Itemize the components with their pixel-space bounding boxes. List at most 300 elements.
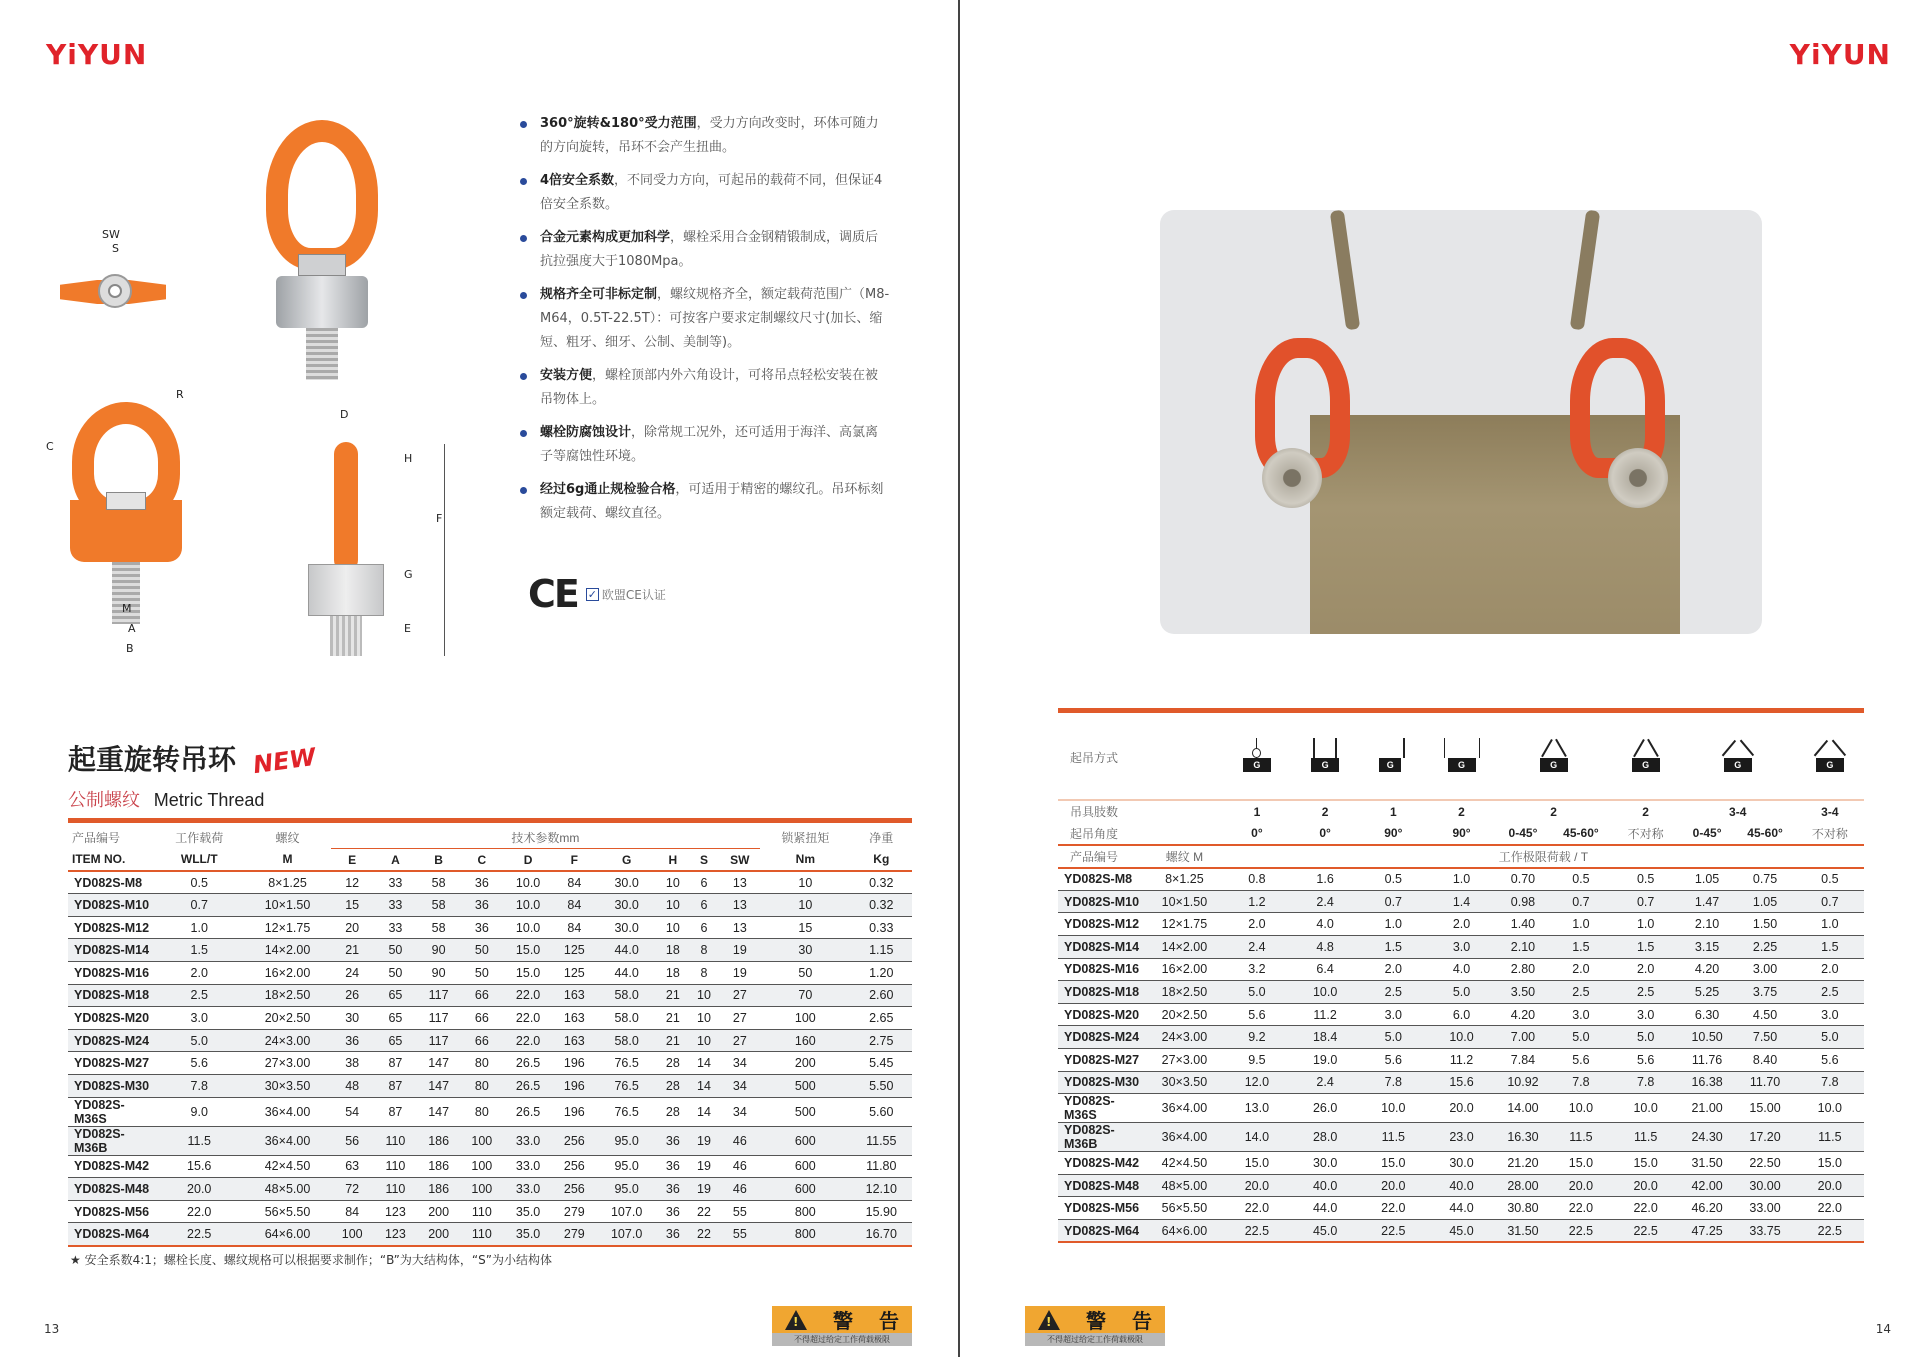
- table-cell: 1.05: [1752, 894, 1778, 909]
- table-cell: 117: [428, 1033, 449, 1048]
- table-cell: 1.0: [1821, 917, 1839, 932]
- table-cell: 14: [697, 1056, 711, 1071]
- table-cell: 42×4.50: [1161, 1156, 1208, 1171]
- table-cell: 26.5: [515, 1078, 541, 1093]
- table-cell: 1.0: [1572, 917, 1590, 932]
- table-cell: 42×4.50: [264, 1159, 311, 1174]
- table-cell: 3.0: [1821, 1007, 1839, 1022]
- table-cell: 22.0: [515, 1033, 541, 1048]
- table-cell: 34: [732, 1104, 747, 1119]
- table-cell: 3.0: [1384, 1007, 1403, 1022]
- table-cell: 8: [700, 943, 708, 958]
- table-cell: 2.60: [869, 988, 894, 1003]
- table-cell: 21: [665, 1033, 680, 1048]
- table-cell: 160: [794, 1033, 816, 1048]
- table-cell: 6.0: [1452, 1007, 1471, 1022]
- lift-icon-four-leg-asym: G: [1796, 716, 1864, 800]
- table-cell: 147: [428, 1078, 450, 1093]
- table-cell: 36×4.00: [1161, 1130, 1208, 1145]
- table-cell: 28.0: [1312, 1130, 1338, 1145]
- table-cell: 12.0: [1244, 1075, 1270, 1090]
- table-cell: 20×2.50: [1161, 1007, 1208, 1022]
- table-cell: 256: [563, 1182, 585, 1197]
- table-row: [1058, 958, 1864, 981]
- top-view-drawing: [58, 228, 170, 318]
- table-cell: 0.70: [1510, 872, 1536, 887]
- table-cell: 0.5: [1572, 872, 1590, 887]
- table-cell: 110: [471, 1226, 492, 1241]
- table-cell: 0.5: [1821, 872, 1839, 887]
- item-number-cell: YD082S-M42: [74, 1159, 150, 1174]
- table-cell: 100: [794, 1011, 816, 1026]
- table-cell: 100: [471, 1159, 493, 1174]
- table-cell: 58.0: [614, 1011, 639, 1026]
- table-cell: 22.5: [1568, 1223, 1594, 1238]
- table-row: [68, 1075, 912, 1098]
- footnote: ★ 安全系数4:1；螺栓长度、螺纹规格可以根据要求制作；“B”为大结构体，“S”为小结构体: [70, 1253, 552, 1267]
- table-cell: 14.00: [1507, 1101, 1539, 1116]
- table-cell: 50: [388, 965, 403, 980]
- table-cell: 30.0: [1312, 1156, 1338, 1171]
- table-cell: 196: [563, 1104, 585, 1119]
- table-cell: 21.00: [1691, 1101, 1723, 1116]
- item-number-cell: YD082S-M20: [1064, 1007, 1140, 1022]
- table-cell: 11.70: [1749, 1075, 1781, 1090]
- table-cell: 22.0: [1244, 1201, 1270, 1216]
- table-row: [1058, 1026, 1864, 1049]
- table-cell: 8×1.25: [1165, 872, 1204, 887]
- table-cell: 50: [388, 943, 403, 958]
- table-cell: 28: [665, 1078, 680, 1093]
- table-cell: 5.25: [1694, 985, 1720, 1000]
- dim-label-s: S: [112, 242, 119, 255]
- table-cell: 117: [428, 988, 449, 1003]
- item-number-cell: YD082S-M48: [74, 1182, 150, 1197]
- lift-icon-two-leg-asym: G: [1612, 716, 1680, 800]
- table-cell: 28.00: [1507, 1178, 1539, 1193]
- table-cell: 110: [471, 1204, 492, 1219]
- table-cell: 600: [794, 1159, 816, 1174]
- table-cell: 22.5: [187, 1226, 212, 1241]
- table-cell: 3.0: [1636, 1007, 1655, 1022]
- table-row: [68, 894, 912, 917]
- table-cell: 256: [563, 1159, 585, 1174]
- table-cell: 46.20: [1691, 1201, 1723, 1216]
- table-cell: 125: [563, 965, 585, 980]
- table-cell: 50: [474, 965, 489, 980]
- table-cell: 5.0: [1452, 985, 1471, 1000]
- table-cell: 123: [384, 1226, 406, 1241]
- table-cell: 84: [567, 898, 582, 913]
- table-cell: 5.60: [869, 1104, 894, 1119]
- table-cell: 45.0: [1449, 1223, 1474, 1238]
- table-cell: 18.4: [1312, 1030, 1338, 1045]
- table-cell: 95.0: [614, 1159, 639, 1174]
- table-cell: 5.0: [1636, 1030, 1655, 1045]
- item-number-cell: YD082S-M64: [1064, 1223, 1140, 1238]
- table-cell: 30.0: [1449, 1156, 1474, 1171]
- table-cell: 5.6: [1821, 1052, 1839, 1067]
- table-cell: 55: [732, 1226, 747, 1241]
- table-cell: 16.70: [865, 1226, 897, 1241]
- table-cell: 1.0: [1452, 872, 1471, 887]
- table-cell: 26.5: [515, 1104, 541, 1119]
- table-cell: 1.5: [1572, 939, 1590, 954]
- table-cell: 279: [563, 1204, 585, 1219]
- table-cell: 30.80: [1507, 1201, 1539, 1216]
- table-cell: 20.0: [1817, 1178, 1842, 1193]
- table-cell: 10: [665, 920, 680, 935]
- item-number-cell: YD082S-M18: [74, 988, 150, 1003]
- dim-label-sw: SW: [102, 228, 120, 241]
- table-cell: 117: [428, 1011, 449, 1026]
- table-cell: 18: [665, 965, 680, 980]
- table-cell: 5.0: [1384, 1030, 1403, 1045]
- table-cell: 2.5: [190, 988, 208, 1003]
- table-cell: 2.0: [1572, 962, 1590, 977]
- item-number-cell: YD082S-M42: [1064, 1156, 1140, 1171]
- table-cell: 2.75: [869, 1033, 894, 1048]
- item-number-cell: YD082S-M30: [74, 1078, 150, 1093]
- table-cell: 66: [474, 1033, 489, 1048]
- table-cell: 56: [345, 1133, 360, 1148]
- table-cell: 26.5: [515, 1056, 541, 1071]
- table-cell: 10: [697, 988, 711, 1003]
- table-row: [1058, 1071, 1864, 1094]
- table-cell: 123: [384, 1204, 406, 1219]
- table-cell: 22.0: [1381, 1201, 1406, 1216]
- table-cell: 163: [563, 1033, 585, 1048]
- table-cell: 0.7: [190, 898, 208, 913]
- table-cell: 16×2.00: [1161, 962, 1208, 977]
- table-cell: 14: [697, 1104, 711, 1119]
- table-cell: 0.8: [1248, 872, 1266, 887]
- table-cell: 22.5: [1381, 1223, 1406, 1238]
- table-cell: 22.5: [1244, 1223, 1270, 1238]
- table-cell: 5.6: [1248, 1007, 1266, 1022]
- table-cell: 55: [732, 1204, 747, 1219]
- table-cell: 0.5: [1636, 872, 1655, 887]
- table-row: [1058, 1123, 1864, 1152]
- table-cell: 2.0: [1452, 917, 1471, 932]
- new-badge: NEW: [251, 742, 318, 780]
- table-cell: 87: [388, 1078, 403, 1093]
- table-cell: 1.4: [1452, 894, 1471, 909]
- table-cell: 7.50: [1752, 1030, 1778, 1045]
- table-cell: 70: [798, 988, 813, 1003]
- table-cell: 87: [388, 1104, 403, 1119]
- table-cell: 80: [474, 1078, 489, 1093]
- table-cell: 2.5: [1384, 985, 1403, 1000]
- table-row: [68, 1007, 912, 1030]
- item-number-cell: YD082S-M36S: [74, 1097, 125, 1126]
- item-number-cell: YD082S-M30: [1064, 1075, 1140, 1090]
- table-cell: 22: [697, 1226, 711, 1241]
- table-cell: 11.5: [187, 1133, 211, 1148]
- feature-item: 规格齐全可非标定制，螺纹规格齐全，额定载荷范围广（M8-M64，0.5T-22.5T）：可按客户要求定制螺纹尺寸(加长、缩短、粗牙、细牙、公制、美制等)。: [520, 283, 890, 355]
- table-cell: 31.50: [1507, 1223, 1539, 1238]
- table-cell: 30×3.50: [1161, 1075, 1208, 1090]
- table-cell: 80: [474, 1104, 489, 1119]
- table-cell: 1.20: [869, 965, 894, 980]
- table-cell: 11.2: [1449, 1052, 1474, 1067]
- table-cell: 1.6: [1316, 872, 1334, 887]
- table-cell: 44.0: [1312, 1201, 1338, 1216]
- table-cell: 15.0: [1817, 1156, 1842, 1171]
- table-cell: 33: [388, 920, 403, 935]
- table-cell: 66: [474, 1011, 489, 1026]
- table-cell: 33.0: [515, 1159, 541, 1174]
- table-cell: 2.25: [1752, 939, 1778, 954]
- table-cell: 14×2.00: [1161, 939, 1208, 954]
- table-cell: 10.0: [515, 920, 541, 935]
- table-cell: 23.0: [1449, 1130, 1474, 1145]
- table-row: [68, 1126, 912, 1155]
- table-cell: 13: [732, 875, 747, 890]
- table-cell: 186: [428, 1159, 450, 1174]
- ce-label: 欧盟CE认证: [601, 587, 666, 602]
- table-row: [1058, 868, 1864, 891]
- brand-logo: YiYUN: [46, 38, 148, 71]
- table-cell: 21: [665, 1011, 680, 1026]
- table-cell: 48×5.00: [264, 1182, 311, 1197]
- table-cell: 35.0: [515, 1204, 541, 1219]
- dim-label-c: C: [46, 440, 54, 453]
- table-cell: 100: [471, 1133, 493, 1148]
- item-number-cell: YD082S-M27: [74, 1056, 150, 1071]
- table-cell: 18×2.50: [1161, 985, 1208, 1000]
- table-cell: 11.5: [1818, 1130, 1842, 1145]
- table-cell: 63: [345, 1159, 360, 1174]
- table-cell: 58.0: [614, 988, 639, 1003]
- feature-item: 螺栓防腐蚀设计，除常规工况外，还可适用于海洋、高氯离子等腐蚀性环境。: [520, 421, 890, 469]
- feature-item: 合金元素构成更加科学，螺栓采用合金钢精锻制成，调质后抗拉强度大于1080Mpa。: [520, 226, 890, 274]
- table-cell: 30: [345, 1011, 360, 1026]
- table-cell: 40.0: [1312, 1178, 1338, 1193]
- table-cell: 22.0: [187, 1204, 212, 1219]
- table-cell: 24×3.00: [1161, 1030, 1208, 1045]
- table-cell: 4.8: [1316, 939, 1334, 954]
- table-cell: 10: [798, 875, 813, 890]
- dim-label-e: E: [404, 622, 411, 635]
- table-cell: 2.4: [1316, 894, 1334, 909]
- item-number-cell: YD082S-M12: [1064, 917, 1140, 932]
- table-cell: 11.5: [1633, 1130, 1658, 1145]
- table-cell: 3.15: [1694, 939, 1720, 954]
- item-number-cell: YD082S-M10: [74, 898, 150, 913]
- table-cell: 19: [732, 965, 747, 980]
- table-cell: 12×1.75: [264, 920, 311, 935]
- table-cell: 27×3.00: [1161, 1052, 1208, 1067]
- table-cell: 42.00: [1691, 1178, 1723, 1193]
- table-cell: 20: [345, 920, 360, 935]
- table-cell: 56×5.50: [1161, 1201, 1208, 1216]
- table-cell: 9.5: [1248, 1052, 1266, 1067]
- table-cell: 0.7: [1636, 894, 1655, 909]
- table-cell: 36×4.00: [1161, 1101, 1208, 1116]
- table-cell: 36: [474, 875, 489, 890]
- table-cell: 7.00: [1510, 1030, 1536, 1045]
- item-number-cell: YD082S-M36S: [1064, 1094, 1115, 1123]
- table-cell: 18×2.50: [264, 988, 311, 1003]
- table-row: [68, 916, 912, 939]
- table-cell: 0.98: [1510, 894, 1536, 909]
- table-cell: 186: [428, 1182, 450, 1197]
- table-cell: 90: [431, 943, 446, 958]
- lift-icon-two-leg-sling: G: [1496, 716, 1612, 800]
- table-cell: 26: [345, 988, 360, 1003]
- table-row: [1058, 1003, 1864, 1026]
- table-cell: 2.5: [1821, 985, 1839, 1000]
- table-cell: 21: [345, 943, 360, 958]
- item-number-cell: YD082S-M56: [74, 1204, 150, 1219]
- table-row: [1058, 1152, 1864, 1175]
- side-view-drawing: [300, 408, 450, 658]
- page-title: 起重旋转吊环: [68, 743, 237, 776]
- subtitle-en: Metric Thread: [153, 790, 265, 810]
- table-cell: 107.0: [610, 1204, 643, 1219]
- table-cell: 10: [697, 1033, 711, 1048]
- table-cell: 110: [385, 1182, 406, 1197]
- lift-icon-double-vertical: G: [1291, 716, 1359, 800]
- table-cell: 10: [697, 1011, 711, 1026]
- table-cell: 22.0: [515, 988, 541, 1003]
- table-cell: 9.0: [190, 1104, 208, 1119]
- table-cell: 47.25: [1691, 1223, 1723, 1238]
- warning-sign: ! 警 告 不得超过给定工作荷载极限: [772, 1306, 912, 1346]
- table-cell: 16.38: [1691, 1075, 1723, 1090]
- table-cell: 33.0: [515, 1133, 541, 1148]
- table-cell: 107.0: [610, 1226, 643, 1241]
- table-cell: 5.6: [190, 1056, 208, 1071]
- table-cell: 5.0: [1572, 1030, 1590, 1045]
- table-cell: 5.0: [1248, 985, 1266, 1000]
- table-cell: 36: [665, 1159, 680, 1174]
- front-view-drawing: [44, 388, 204, 658]
- product-image: [262, 120, 382, 380]
- feature-item: 360°旋转&180°受力范围，受力方向改变时，环体可随力的方向旋转，吊环不会产生扭曲。: [520, 112, 890, 160]
- table-cell: 54: [345, 1104, 360, 1119]
- table-cell: 33.0: [515, 1182, 541, 1197]
- table-row: [1058, 981, 1864, 1004]
- table-cell: 15.0: [1633, 1156, 1658, 1171]
- table-cell: 7.84: [1510, 1052, 1536, 1067]
- table-cell: 12×1.75: [1161, 917, 1208, 932]
- table-row: [68, 1178, 912, 1201]
- dim-label-h: H: [404, 452, 413, 465]
- table-row: [1058, 1049, 1864, 1072]
- warning-triangle-icon: [785, 1310, 807, 1330]
- table-cell: 13: [732, 920, 747, 935]
- table-cell: 20.0: [1633, 1178, 1658, 1193]
- warning-triangle-icon: [1038, 1310, 1060, 1330]
- table-cell: 2.0: [1821, 962, 1839, 977]
- feature-item: 安装方便，螺栓顶部内外六角设计，可将吊点轻松安装在被吊物体上。: [520, 364, 890, 412]
- table-cell: 56×5.50: [264, 1204, 311, 1219]
- table-cell: 27×3.00: [264, 1056, 311, 1071]
- item-number-cell: YD082S-M10: [1064, 894, 1140, 909]
- table-cell: 64×6.00: [1161, 1223, 1208, 1238]
- table-cell: 1.2: [1248, 894, 1266, 909]
- table-cell: 10.0: [515, 875, 541, 890]
- table-cell: 22.0: [1568, 1201, 1594, 1216]
- table-cell: 33.75: [1749, 1223, 1781, 1238]
- table-row: [1058, 913, 1864, 936]
- table-cell: 4.20: [1694, 962, 1720, 977]
- table-cell: 3.0: [190, 1011, 208, 1026]
- table-cell: 10×1.50: [264, 898, 311, 913]
- table-cell: 110: [385, 1133, 406, 1148]
- subtitle-cn: 公制螺纹: [68, 790, 140, 811]
- table-cell: 2.5: [1636, 985, 1655, 1000]
- table-row: [68, 1029, 912, 1052]
- item-number-cell: YD082S-M20: [74, 1011, 150, 1026]
- table-cell: 1.15: [869, 943, 894, 958]
- lift-icon-double-side: G: [1427, 716, 1495, 800]
- table-cell: 0.7: [1821, 894, 1839, 909]
- table-row: [1058, 1197, 1864, 1220]
- table-cell: 28: [665, 1104, 680, 1119]
- table-cell: 6.30: [1694, 1007, 1720, 1022]
- table-cell: 30.0: [614, 920, 639, 935]
- table-cell: 1.50: [1752, 917, 1778, 932]
- table-cell: 196: [563, 1056, 585, 1071]
- table-cell: 58: [431, 875, 446, 890]
- table-cell: 3.0: [1452, 939, 1471, 954]
- table-cell: 38: [345, 1056, 360, 1071]
- table-cell: 22.50: [1749, 1156, 1781, 1171]
- table-cell: 10.0: [1381, 1101, 1406, 1116]
- table-cell: 34: [732, 1056, 747, 1071]
- table-cell: 16×2.00: [264, 965, 311, 980]
- table-cell: 2.5: [1572, 985, 1590, 1000]
- table-cell: 40.0: [1449, 1178, 1474, 1193]
- table-cell: 10: [665, 898, 680, 913]
- table-cell: 15.6: [1449, 1075, 1474, 1090]
- table-cell: 2.65: [869, 1011, 894, 1026]
- lift-icon-four-leg-sling: G: [1680, 716, 1796, 800]
- table-cell: 3.0: [1572, 1007, 1590, 1022]
- feature-list: [520, 112, 890, 535]
- table-cell: 1.5: [1636, 939, 1655, 954]
- item-number-cell: YD082S-M64: [74, 1226, 150, 1241]
- table-cell: 7.8: [190, 1078, 208, 1093]
- table-cell: 256: [563, 1133, 585, 1148]
- product-title-block: [68, 738, 316, 812]
- table-cell: 76.5: [614, 1056, 639, 1071]
- table-cell: 10.0: [1817, 1101, 1842, 1116]
- table-cell: 10.92: [1507, 1075, 1539, 1090]
- table-cell: 1.0: [1636, 917, 1655, 932]
- table-cell: 0.32: [869, 898, 894, 913]
- table-cell: 5.45: [869, 1056, 894, 1071]
- table-row: [68, 939, 912, 962]
- table-cell: 27: [732, 1033, 747, 1048]
- table-cell: 46: [732, 1182, 747, 1197]
- table-cell: 72: [345, 1182, 360, 1197]
- item-number-cell: YD082S-M12: [74, 920, 150, 935]
- table-cell: 20×2.50: [264, 1011, 311, 1026]
- table-cell: 6.4: [1316, 962, 1334, 977]
- table-cell: 22.0: [1817, 1201, 1842, 1216]
- right-page: [960, 0, 1919, 1357]
- lift-icon-single-side: G: [1359, 716, 1427, 800]
- table-cell: 500: [794, 1078, 816, 1093]
- table-cell: 5.0: [190, 1033, 208, 1048]
- table-cell: 31.50: [1691, 1156, 1723, 1171]
- table-cell: 30×3.50: [264, 1078, 311, 1093]
- table-cell: 200: [428, 1226, 450, 1241]
